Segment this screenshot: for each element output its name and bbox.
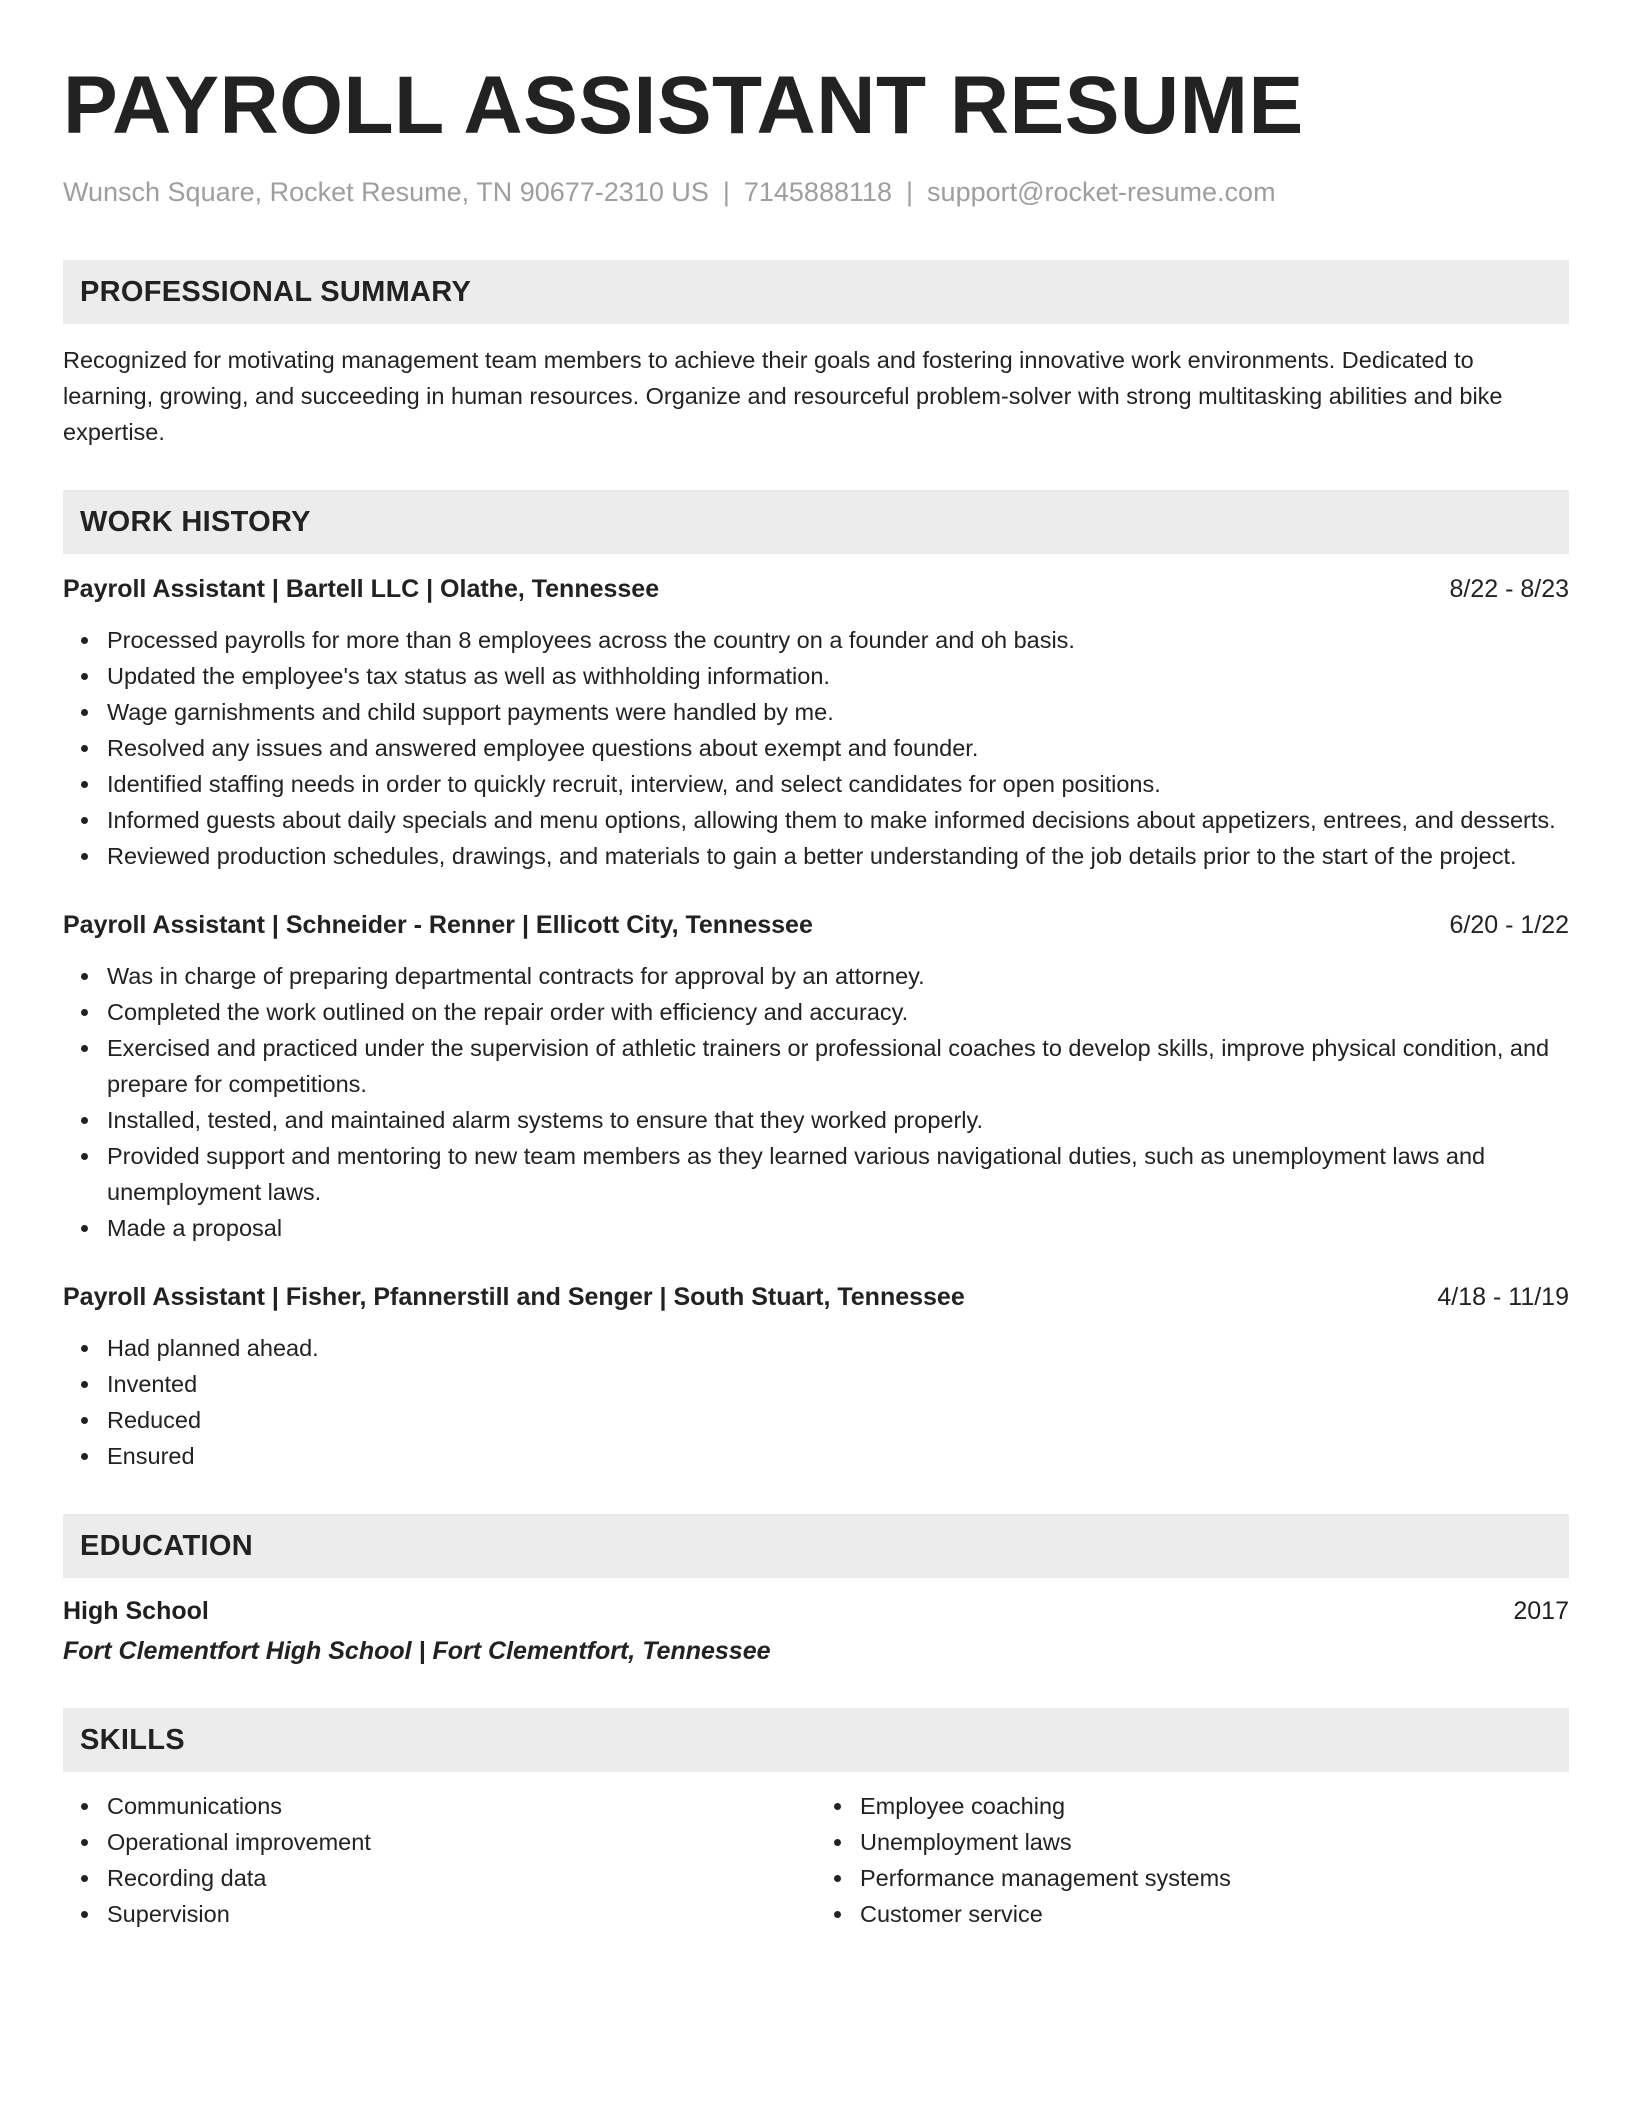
job-header <box>63 1280 1569 1314</box>
list-item: Reduced <box>107 1402 1569 1438</box>
list-item: Installed, tested, and maintained alarm systems to ensure that they worked properly. <box>107 1102 1569 1138</box>
skills-list <box>63 1788 1569 1932</box>
list-item: Wage garnishments and child support payments were handled by me. <box>107 694 1569 730</box>
list-item: Identified staffing needs in order to quickly recruit, interview, and select candidates for open positions. <box>107 766 1569 802</box>
skill-item: Supervision <box>107 1896 816 1932</box>
list-item: Updated the employee's tax status as well as withholding information. <box>107 658 1569 694</box>
job-entry <box>63 572 1569 874</box>
contact-address: Wunsch Square, Rocket Resume, TN 90677-2310 US <box>63 177 709 207</box>
education-entry <box>63 1594 1569 1668</box>
job-bullets <box>63 622 1569 874</box>
job-entry <box>63 1280 1569 1474</box>
skills-column-left <box>63 1788 816 1932</box>
skill-item: Unemployment laws <box>860 1824 1569 1860</box>
contact-line <box>63 176 1569 208</box>
summary-text: Recognized for motivating management team members to achieve their goals and fostering innovative work environments. Dedicated to learning, growing, and succeeding in human resources. Organize and resourceful problem-solver with strong multitasking abilities and bike expertise. <box>63 347 1503 445</box>
section-header-education: EDUCATION <box>63 1514 1569 1578</box>
job-header <box>63 908 1569 942</box>
list-item: Completed the work outlined on the repair order with efficiency and accuracy. <box>107 994 1569 1030</box>
skills-column-right <box>816 1788 1569 1932</box>
section-header-work-history: WORK HISTORY <box>63 490 1569 554</box>
education-year: 2017 <box>1513 1597 1569 1625</box>
skill-item: Customer service <box>860 1896 1569 1932</box>
job-entry <box>63 908 1569 1246</box>
list-item: Informed guests about daily specials and menu options, allowing them to make informed decisions about appetizers, entrees, and desserts. <box>107 802 1569 838</box>
education-school: Fort Clementfort High School | Fort Clementfort, Tennessee <box>63 1637 771 1665</box>
skill-item: Communications <box>107 1788 816 1824</box>
section-header-skills: SKILLS <box>63 1708 1569 1772</box>
job-title: Payroll Assistant | Schneider - Renner | Ellicott City, Tennessee <box>63 911 813 939</box>
skill-item: Recording data <box>107 1860 816 1896</box>
list-item: Reviewed production schedules, drawings, and materials to gain a better understanding of the job details prior to the start of the project. <box>107 838 1569 874</box>
list-item: Was in charge of preparing departmental contracts for approval by an attorney. <box>107 958 1569 994</box>
skill-item: Employee coaching <box>860 1788 1569 1824</box>
job-dates: 8/22 - 8/23 <box>1449 575 1569 603</box>
list-item: Resolved any issues and answered employee questions about exempt and founder. <box>107 730 1569 766</box>
list-item: Ensured <box>107 1438 1569 1474</box>
job-dates: 6/20 - 1/22 <box>1449 911 1569 939</box>
job-header <box>63 572 1569 606</box>
job-bullets <box>63 1330 1569 1474</box>
section-header-professional-summary: PROFESSIONAL SUMMARY <box>63 260 1569 324</box>
skill-item: Operational improvement <box>107 1824 816 1860</box>
education-header <box>63 1594 1569 1628</box>
education-degree: High School <box>63 1597 209 1625</box>
skill-item: Performance management systems <box>860 1860 1569 1896</box>
contact-separator: | <box>906 177 914 207</box>
resume-title: PAYROLL ASSISTANT RESUME <box>63 60 1304 151</box>
contact-separator: | <box>722 177 730 207</box>
list-item: Processed payrolls for more than 8 employees across the country on a founder and oh basis. <box>107 622 1569 658</box>
contact-phone: 7145888118 <box>743 177 893 207</box>
list-item: Exercised and practiced under the supervision of athletic trainers or professional coaches to develop skills, improve physical condition, and prepare for competitions. <box>107 1030 1569 1102</box>
job-bullets <box>63 958 1569 1246</box>
job-title: Payroll Assistant | Bartell LLC | Olathe, Tennessee <box>63 575 660 603</box>
list-item: Invented <box>107 1366 1569 1402</box>
list-item: Had planned ahead. <box>107 1330 1569 1366</box>
list-item: Provided support and mentoring to new team members as they learned various navigational duties, such as unemployment laws and unemployment laws. <box>107 1138 1569 1210</box>
job-dates: 4/18 - 11/19 <box>1437 1283 1569 1311</box>
list-item: Made a proposal <box>107 1210 1569 1246</box>
contact-email: support@rocket-resume.com <box>927 177 1276 207</box>
job-title: Payroll Assistant | Fisher, Pfannerstill and Senger | South Stuart, Tennessee <box>63 1283 965 1311</box>
